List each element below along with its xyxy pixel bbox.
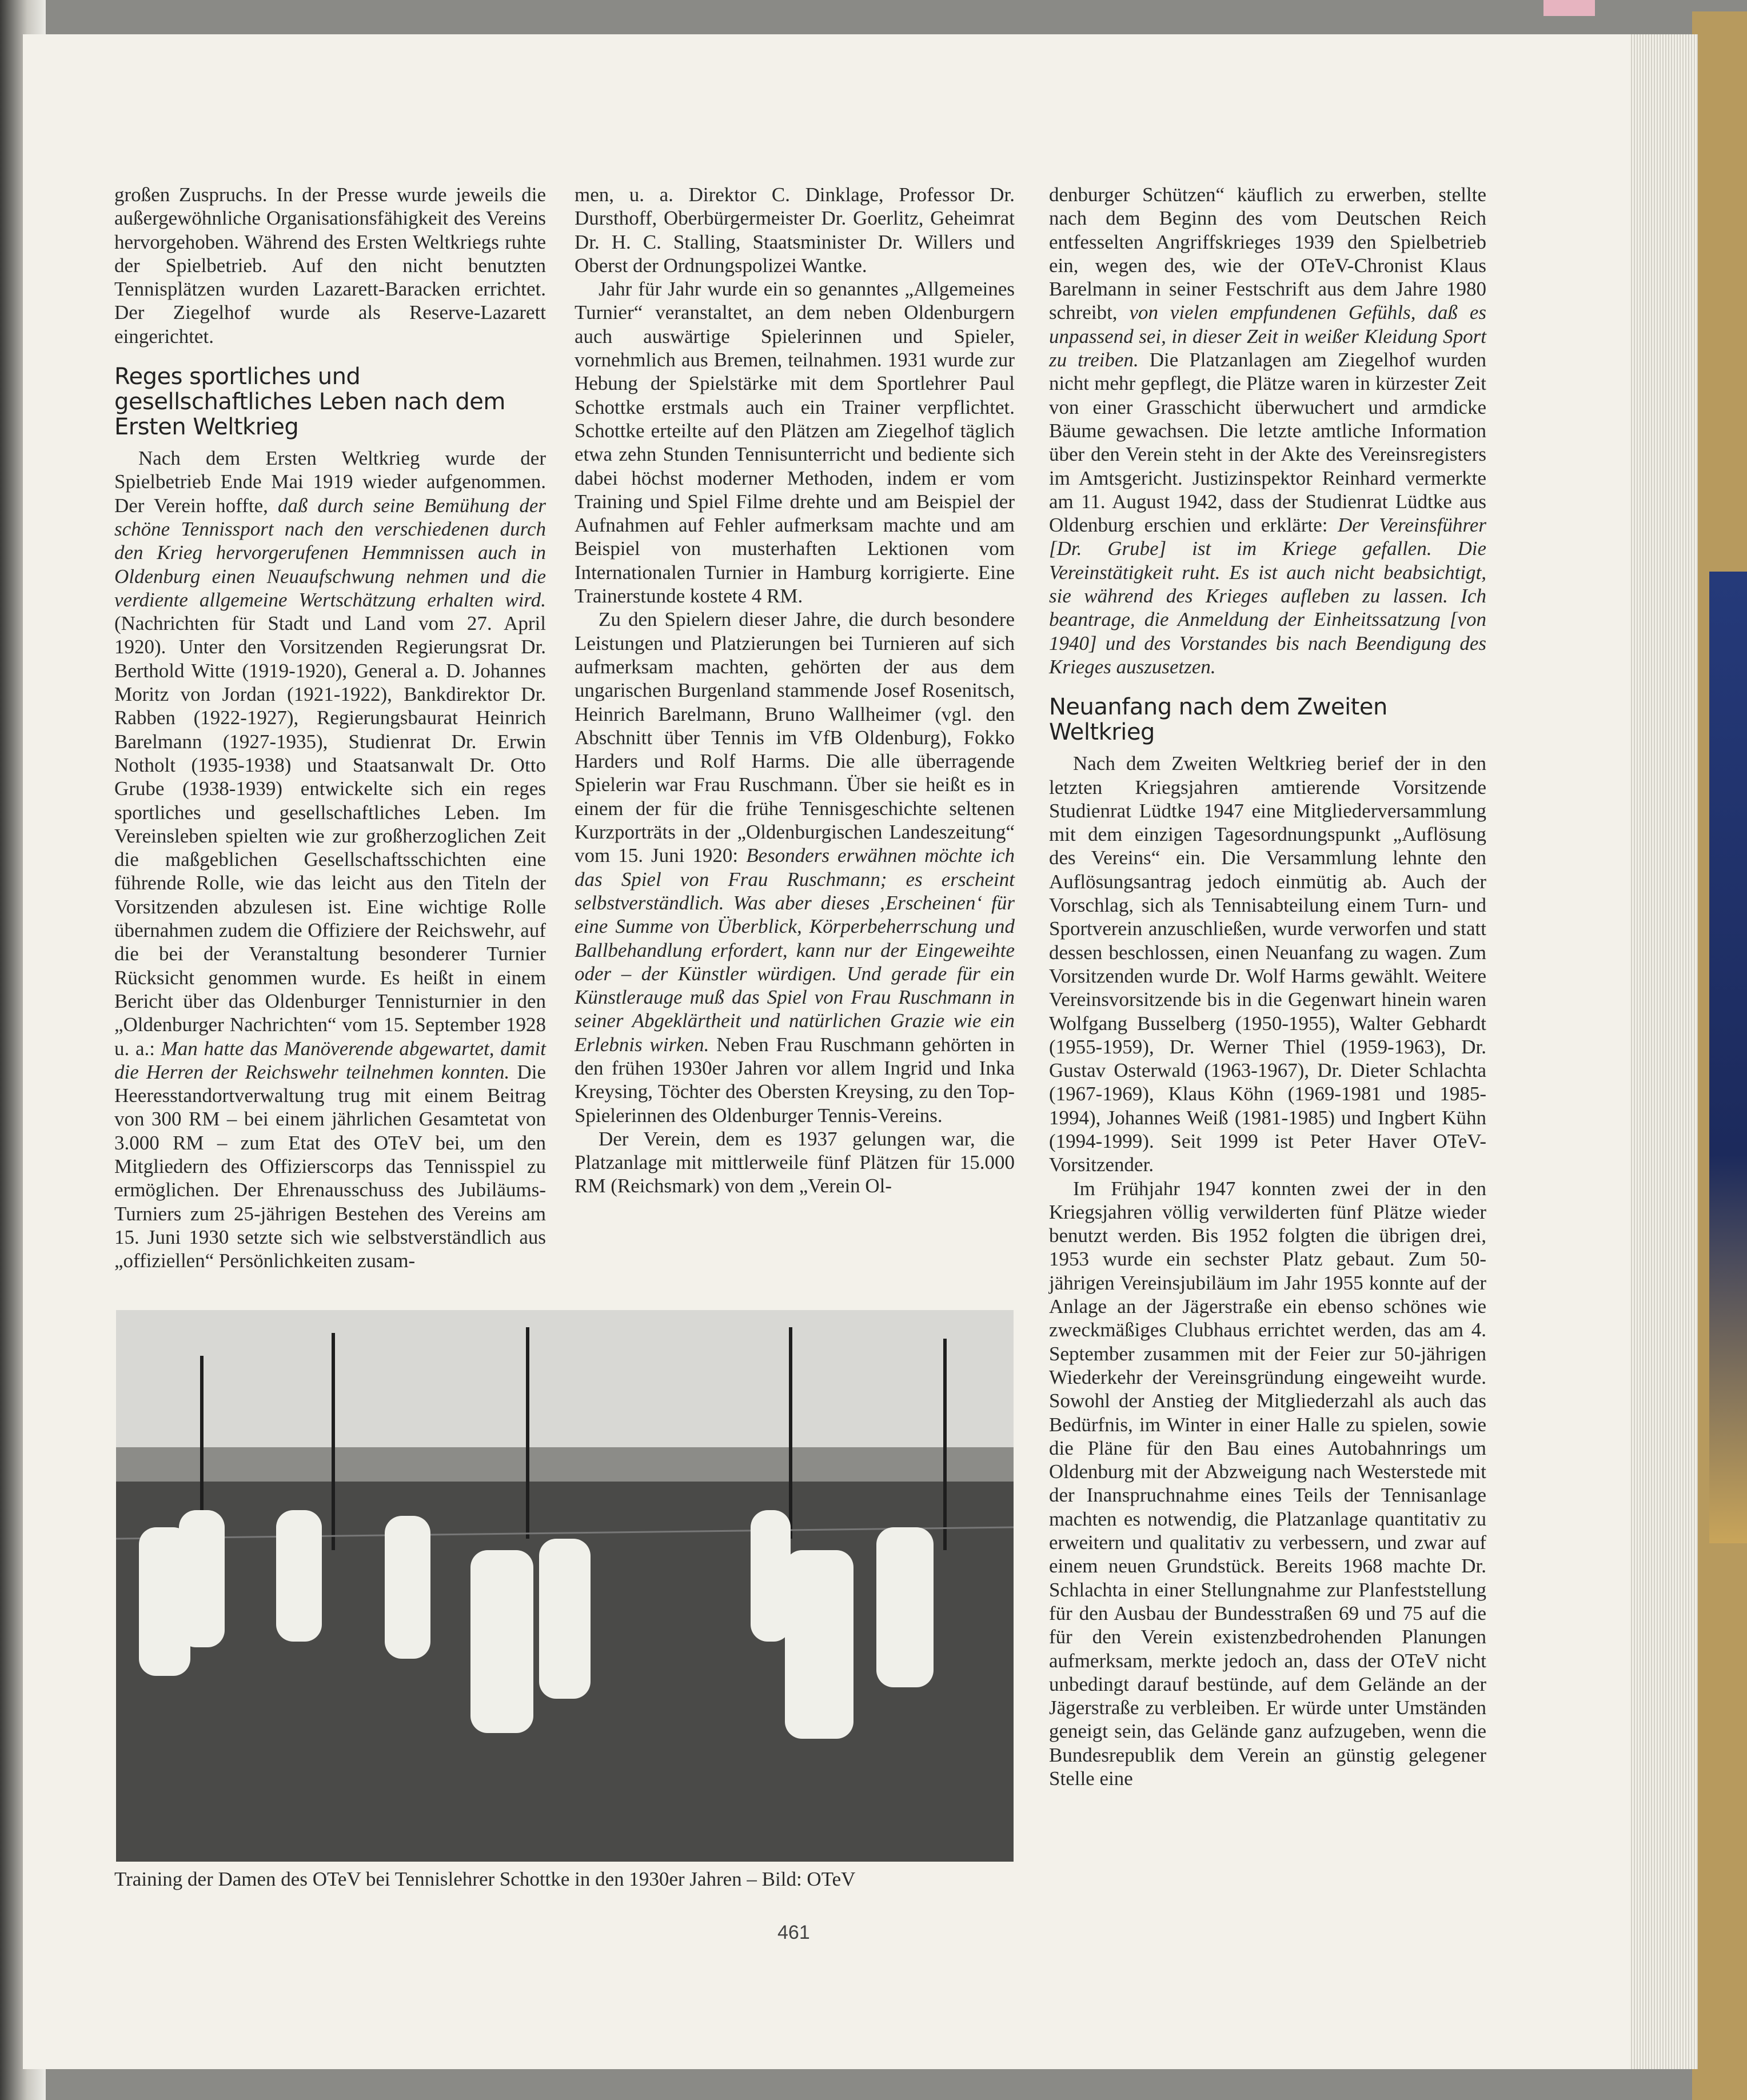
text-column-2 [575,183,1015,1198]
paragraph: großen Zuspruchs. In der Presse wurde jeweils die außergewöhnliche Organisationsfähigkeit des Vereins hervorgehoben. Während des Ersten Weltkriegs ruhte der Spielbetrieb. Auf den nicht benutzten Tennisplätzen wurden Lazarett-Baracken errichtet. Der Ziegelhof wurde als Reserve-Lazarett eingerichtet. [114,183,546,348]
paragraph: denburger Schützen“ käuflich zu erwerben, stellte nach dem Beginn des vom Deutschen Reich entfesselten Angriffskrieges 1939 den Spielbetrieb ein, wegen des, wie der OTeV-Chronist Klaus Barelmann in seiner Festschrift aus dem Jahre 1980 schreibt, von vielen empfundenen Gefühls, daß es unpassend sei, in dieser Zeit in weißer Kleidung Sport zu treiben. Die Platzanlagen am Ziegelhof wurden nicht mehr gepflegt, die Plätze waren in kürzester Zeit von einer Grasschicht überwuchert und armdicke Bäume gewachsen. Die letzte amtliche Information über den Verein steht in der Akte des Vereinsregisters im Amtsgericht. Justizinspektor Reinhard vermerkte am 11. August 1942, dass der Studienrat Lüdtke aus Oldenburg erschien und erklärte: Der Vereinsführer [Dr. Grube] ist im Kriege gefallen. Die Vereinstätigkeit ruht. Es ist auch nicht beabsichtigt, sie während des Krieges aufleben zu lassen. Ich beantrage, die Anmeldung der Einheitssatzung [von 1940] und des Vorstandes bis nach Beendigung des Krieges auszusetzen. [1049,183,1487,678]
historical-photo [116,1310,1014,1862]
paragraph: Jahr für Jahr wurde ein so genanntes „Allgemeines Turnier“ veranstaltet, an dem neben Oldenburgern auch auswärtige Spielerinnen und Spieler, vornehmlich aus Bremen, teilnahmen. 1931 wurde zur Hebung der Spielstärke mit dem Sportlehrer Paul Schottke erstmals auch ein Trainer verpflichtet. Schottke erteilte auf den Plätzen am Ziegelhof täglich etwa zehn Stunden Tennisunterricht und bediente sich dabei höchst moderner Methoden, indem er vom Training und Spiel Filme drehte und am Beispiel der Aufnahmen auf Fehler aufmerksam machte und am Beispiel von musterhaften Lektionen vom Internationalen Turnier in Hamburg korrigierte. Eine Trainerstunde kostete 4 RM. [575,278,1015,608]
paragraph: Nach dem Zweiten Weltkrieg berief der in den letzten Kriegsjahren amtierende Vorsitzende Studienrat Lüdtke 1947 eine Mitgliederversammlung mit dem einzigen Tagesordnungspunkt „Auflösung des Vereins“ ein. Die Versammlung lehnte den Auflösungsantrag jedoch einmütig ab. Auch der Vorschlag, sich als Tennisabteilung einem Turn- und Sportverein anzuschließen, wurde verworfen und statt dessen beschlossen, einen Neuanfang zu wagen. Zum Vorsitzenden wurde Dr. Wolf Harms gewählt. Weitere Vereinsvorsitzende bis in die Gegenwart hinein waren Wolfgang Busselberg (1950-1955), Walter Gebhardt (1955-1959), Dr. Werner Thiel (1959-1963), Dr. Gustav Osterwald (1963-1967), Dr. Dieter Schlachta (1967-1969), Klaus Köhn (1969-1981 und 1985-1994), Johannes Weiß (1981-1985) und Ingbert Kühn (1994-1999). Seit 1999 ist Peter Haver OTeV-Vorsitzender. [1049,752,1486,1176]
section-heading: Reges sportliches und gesellschaftliches Leben nach dem Ersten Weltkrieg [114,364,505,441]
text-column-1 [114,183,546,1272]
text-column-3 [1049,183,1486,1790]
page-number: 461 [777,1922,810,1943]
section-heading: Neuanfang nach dem Zweiten Weltkrieg [1049,694,1387,746]
paragraph: Zu den Spielern dieser Jahre, die durch besondere Leistungen und Platzierungen bei Turnieren auf sich aufmerksam machten, gehörten der aus dem ungarischen Burgenland stammende Josef Rosenitsch, Heinrich Barelmann, Bruno Wallheimer (vgl. den Abschnitt über Tennis im VfB Oldenburg), Fokko Harders und Rolf Harms. Die alle überragende Spielerin war Frau Ruschmann. Über sie heißt es in einem der für die frühe Tennisgeschichte seltenen Kurzporträts in der „Oldenburgischen Landeszeitung“ vom 15. Juni 1920: Besonders erwähnen möchte ich das Spiel von Frau Ruschmann; es erscheint selbstverständlich. Was aber dieses ‚Erscheinen‘ für eine Summe von Überblick, Körperbeherrschung und Ballbehandlung erfordert, kann nur der Eingeweihte oder – der Künstler würdigen. Und gerade für ein Künstlerauge muß das Spiel von Frau Ruschmann in seiner Abgeklärtheit und natürlichen Grazie wie ein Erlebnis wirken. Neben Frau Ruschmann gehörten in den frühen 1930er Jahren vor allem Ingrid und Inka Kreysing, Töchter des Obersten Kreysing, zu den Top-Spielerinnen des Oldenburger Tennis-Vereins. [575,608,1015,1127]
paragraph: Der Verein, dem es 1937 gelungen war, die Platzanlage mit mittlerweile fünf Plätzen für 15.000 RM (Reichsmark) von dem „Verein Ol- [575,1127,1015,1197]
paragraph: Im Frühjahr 1947 konnten zwei der in den Kriegsjahren völlig verwilderten fünf Plätze wieder benutzt werden. Bis 1952 folgten die übrigen drei, 1953 wurde ein sechster Platz gebaut. Zum 50-jährigen Vereinsjubiläum im Jahr 1955 konnte auf der Anlage an der Jägerstraße ein ebenso schönes wie zweckmäßiges Clubhaus errichtet werden, das am 4. September zusammen mit der Feier zur 50-jährigen Wiederkehr der Vereinsgründung eingeweiht wurde. Sowohl der Anstieg der Mitgliederzahl als auch das Bedürfnis, im Winter in einer Halle zu spielen, sowie die Pläne für den Bau eines Autobahnrings um Oldenburg mit der Abzweigung nach Westerstede mit der Inanspruchnahme eines Teils der Tennisanlage machten es notwendig, die Platzanlage quantitativ zu erweitern und qualitativ zu verbessern, und zwar auf einem neuen Grundstück. Bereits 1968 machte Dr. Schlachta in einer Stellungnahme zur Planfeststellung für den Ausbau der Bundesstraßen 69 und 75 auf die für den Verein existenzbedrohenden Planungen aufmerksam, merkte jedoch an, dass der OTeV nicht unbedingt darauf bestünde, auf dem Gelände an der Jägerstraße zu verbleiben. Er würde unter Umständen geneigt sein, das Gelände ganz aufzugeben, wenn die Bundesrepublik dem Verein an günstig gelegener Stelle eine [1049,1177,1486,1790]
photo-illustration [116,1310,1014,1862]
paragraph: Nach dem Ersten Weltkrieg wurde der Spielbetrieb Ende Mai 1919 wieder aufgenommen. Der Verein hoffte, daß durch seine Bemühung der schöne Tennissport nach den verschiedenen durch den Krieg hervorgerufenen Hemmnissen auch in Oldenburg einen Neuaufschwung nehmen und die verdiente allgemeine Wertschätzung erhalten wird. (Nachrichten für Stadt und Land vom 27. April 1920). Unter den Vorsitzenden Regierungsrat Dr. Berthold Witte (1919-1920), General a. D. Johannes Moritz von Jordan (1921-1922), Bankdirektor Dr. Rabben (1922-1927), Regierungsbaurat Heinrich Barelmann (1927-1935), Studienrat Dr. Erwin Notholt (1935-1938) und Staatsanwalt Dr. Otto Grube (1938-1939) entwickelte sich ein reges sportliches und gesellschaftliches Leben. Im Vereinsleben spielten wie zur großherzoglichen Zeit die maßgeblichen Gesellschaftsschichten eine führende Rolle, wie das leicht aus den Titeln der Vorsitzenden abzulesen ist. Eine wichtige Rolle übernahmen zudem die Offiziere der Reichswehr, auf die bei der Veranstaltung besonderer Turnier Rücksicht genommen wurde. Es heißt in einem Bericht über das Oldenburger Tennisturnier in den „Oldenburger Nachrichten“ vom 15. September 1928 u. a.: Man hatte das Manöverende abgewartet, damit die Herren der Reichswehr teilnehmen konnten. Die Heeresstandortverwaltung trug mit einem Beitrag von 300 RM – bei einem jährlichen Gesamtetat von 3.000 RM – zum Etat des OTeV bei, um den Mitgliedern des Offizierscorps das Tennisspiel zu ermöglichen. Der Ehrenausschuss des Jubiläums-Turniers zum 25-jährigen Bestehen des Vereins am 15. Juni 1930 setzte sich wie selbstverständlich aus „offiziellen“ Persönlichkeiten zusam- [114,447,546,1272]
paragraph: men, u. a. Direktor C. Dinklage, Professor Dr. Dursthoff, Oberbürgermeister Dr. Goerlitz, Geheimrat Dr. H. C. Stalling, Staatsminister Dr. Willers und Oberst der Ordnungspolizei Wantke. [575,183,1015,277]
page-stack-edge [1629,34,1698,2069]
bookmark-tab [1543,0,1595,16]
photo-caption: Training der Damen des OTeV bei Tennislehrer Schottke in den 1930er Jahren – Bild: OTeV [114,1868,856,1890]
cover-ribbon [1709,572,1747,1543]
